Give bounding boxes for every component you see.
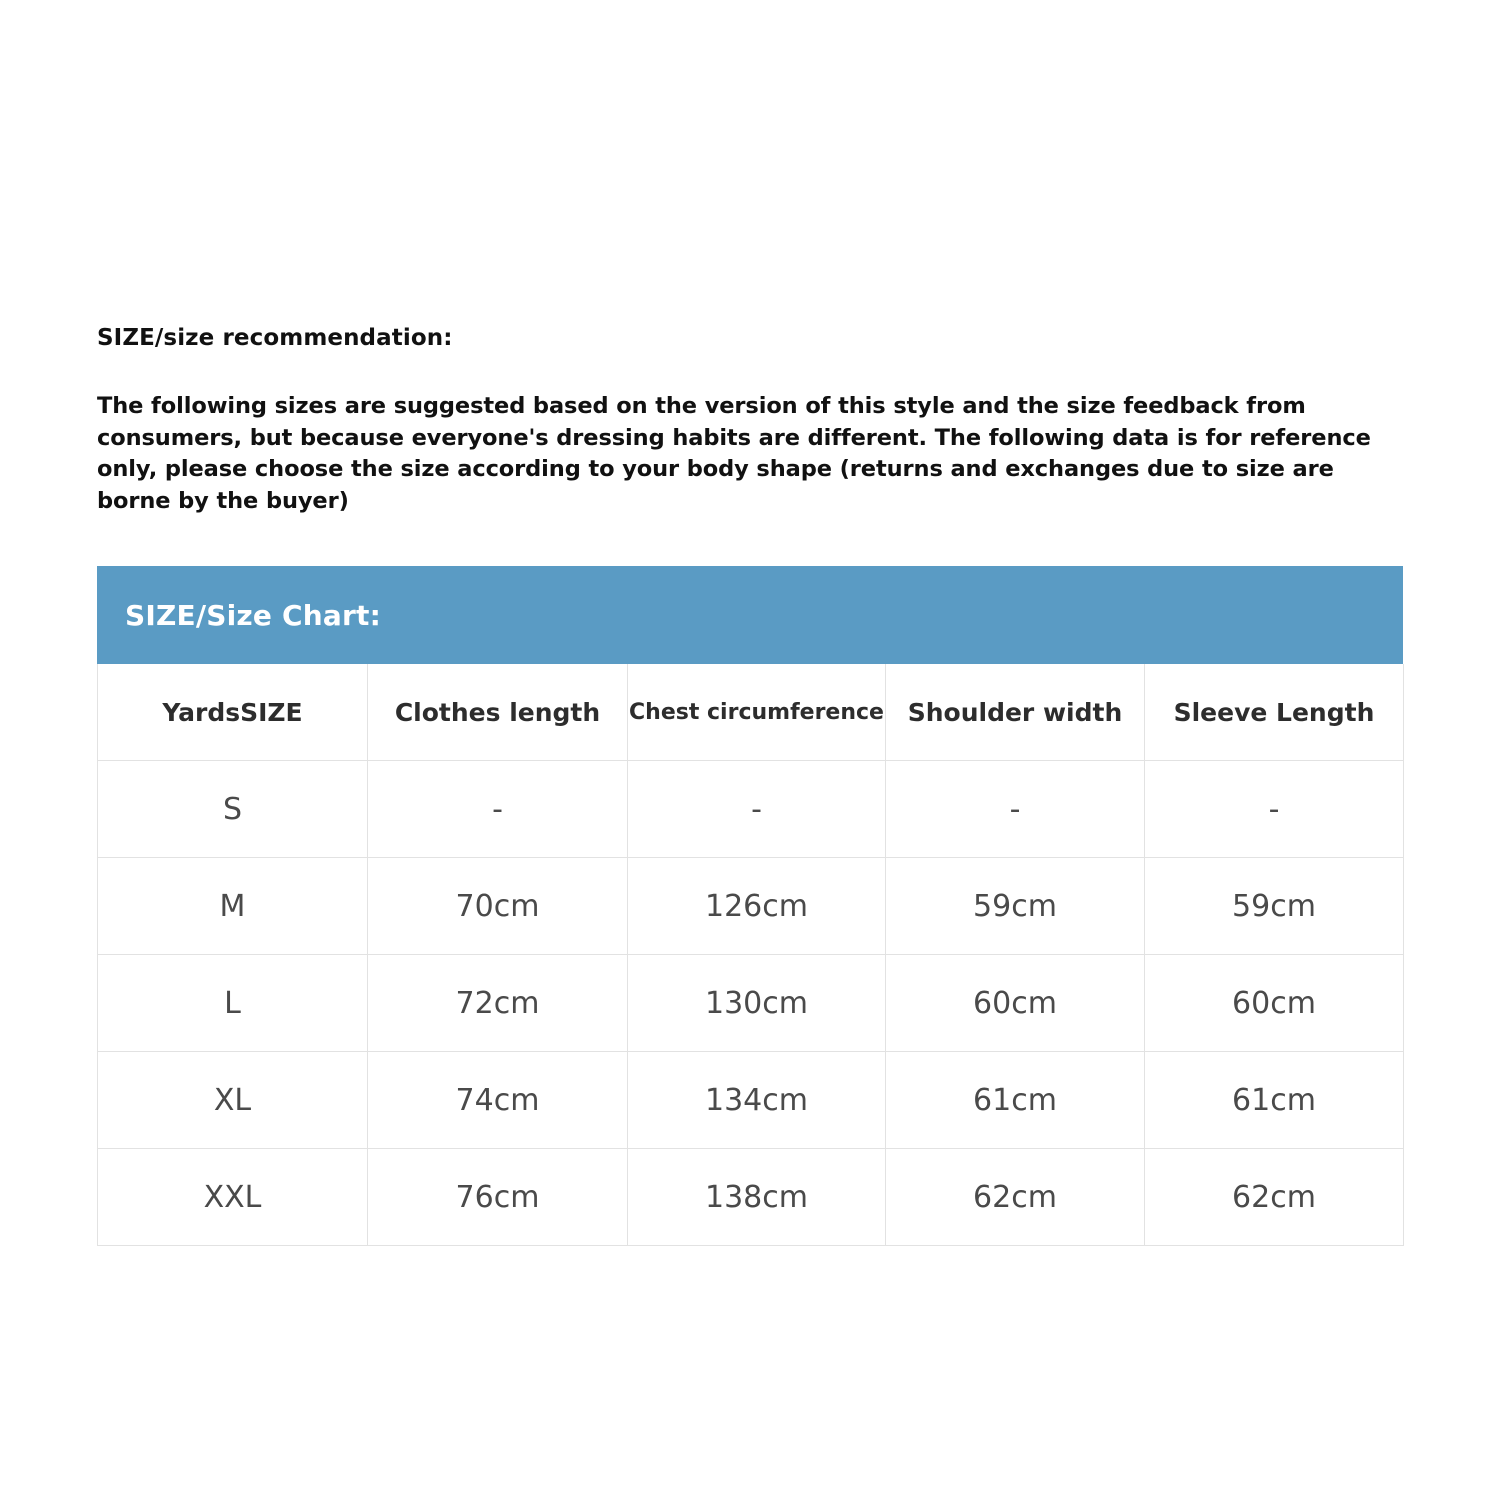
table-row (98, 1149, 1404, 1246)
table-row (98, 858, 1404, 955)
column-header-clothes-length: Clothes length (368, 664, 628, 761)
cell-shoulder: 62cm (886, 1149, 1145, 1246)
size-chart-header-title: SIZE/Size Chart: (125, 598, 382, 632)
size-chart-table-head (98, 664, 1404, 761)
cell-chest: 130cm (628, 955, 886, 1052)
size-chart-header-bar (97, 566, 1403, 664)
cell-chest: 134cm (628, 1052, 886, 1149)
column-header-shoulder-width: Shoulder width (886, 664, 1145, 761)
table-row (98, 1052, 1404, 1149)
cell-clothes-length: 76cm (368, 1149, 628, 1246)
column-header-chest-circumference: Chest circumference (628, 664, 886, 761)
column-header-size: YardsSIZE (98, 664, 368, 761)
cell-size: L (98, 955, 368, 1052)
cell-size: XL (98, 1052, 368, 1149)
cell-shoulder: - (886, 761, 1145, 858)
cell-sleeve: 62cm (1145, 1149, 1404, 1246)
content-area (97, 325, 1403, 1246)
cell-size: M (98, 858, 368, 955)
cell-clothes-length: - (368, 761, 628, 858)
cell-shoulder: 60cm (886, 955, 1145, 1052)
cell-clothes-length: 70cm (368, 858, 628, 955)
cell-chest: 126cm (628, 858, 886, 955)
size-chart-table (97, 664, 1404, 1246)
cell-sleeve: 60cm (1145, 955, 1404, 1052)
cell-chest: 138cm (628, 1149, 886, 1246)
table-row (98, 761, 1404, 858)
size-recommendation-title: SIZE/size recommendation: (97, 325, 453, 351)
cell-shoulder: 61cm (886, 1052, 1145, 1149)
cell-shoulder: 59cm (886, 858, 1145, 955)
size-recommendation-body: The following sizes are suggested based on the version of this style and the size feedback from consumers, but because everyone's dressing habits are different. The following data is for reference only, please choose the size according to your body shape (returns and exchanges due to size are borne by the buyer) (97, 392, 1371, 515)
cell-size: XXL (98, 1149, 368, 1246)
cell-sleeve: 61cm (1145, 1052, 1404, 1149)
size-chart-table-body (98, 761, 1404, 1246)
cell-sleeve: - (1145, 761, 1404, 858)
cell-sleeve: 59cm (1145, 858, 1404, 955)
column-header-sleeve-length: Sleeve Length (1145, 664, 1404, 761)
cell-clothes-length: 74cm (368, 1052, 628, 1149)
table-row (98, 955, 1404, 1052)
cell-size: S (98, 761, 368, 858)
table-header-row (98, 664, 1404, 761)
cell-chest: - (628, 761, 886, 858)
cell-clothes-length: 72cm (368, 955, 628, 1052)
